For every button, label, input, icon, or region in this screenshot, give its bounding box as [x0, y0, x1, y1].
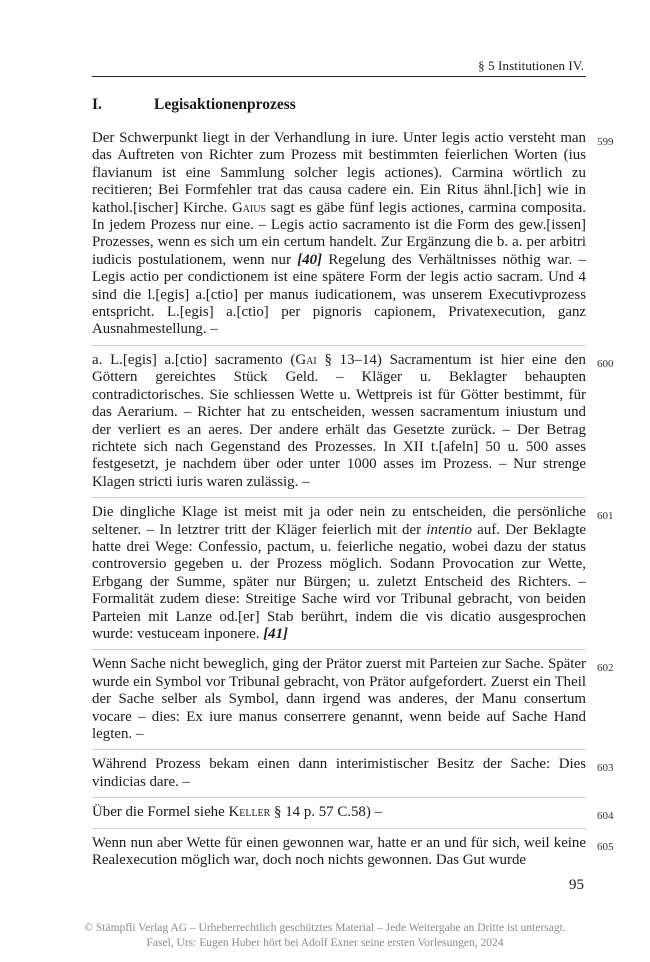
- page-number: 95: [569, 877, 584, 893]
- body-text: [92, 130, 614, 881]
- paragraph-text: a. L.[egis] a.[ctio] sacramento (: [92, 351, 296, 368]
- original-page-marker: [41]: [263, 625, 288, 642]
- margin-number: 603: [597, 762, 614, 775]
- author-name-gaius: Gaius: [231, 199, 267, 216]
- margin-number: 601: [597, 510, 614, 523]
- header-rule: [92, 76, 586, 77]
- paragraph-text: auf. Der Beklagte hatte drei Wege: Confessio, pactum, u. feierliche negatio, wobei dazu der status controversio gegeben u. der Prozess möglich. Sodann Provocation zur Wette, Erbgang der Summe, später nur Bürgen; u. zuletzt Entscheid des Richters. – Formalität zudem diese: Streitige Sache wird vor Tribunal gebracht, von beiden Parteien mit Lanze od.[er] Stab berührt, indem die vis dicatio ausgesprochen wurde: vestuceam inponere.: [92, 521, 586, 642]
- section-title: Legisaktionenprozess: [154, 96, 296, 113]
- margin-number: 605: [597, 840, 614, 853]
- copyright-footer: [0, 921, 650, 951]
- paragraph-604: [92, 804, 614, 828]
- section-number: I.: [92, 96, 102, 113]
- paragraph-text: Wenn Sache nicht beweglich, ging der Prätor zuerst mit Parteien zur Sache. Später wurde ein Symbol vor Tribunal gebracht, von Prätor aufgefordert. Zuerst ein Theil der Sache selber als Symbol, dann irgend was anderes, der Manu consertum vocare – dies: Ex iure manus conserrere genannt, wenn beide auf Sache Hand legten. –: [92, 656, 586, 742]
- paragraph-text: sagt es gäbe fünf legis actiones, carmina composita. In jedem Prozess nur eine. – Legis actio sacramento ist die Form des gew.[issen] Prozesses, wenn es sich um ein certum handelt. Zur Ergänzung die b. a. per arbitri iudicis postulationem, wenn nur: [92, 199, 586, 268]
- paragraph-603: [92, 756, 614, 798]
- footer-citation-line: Fasel, Urs: Eugen Huber hört bei Adolf Exner seine ersten Vorlesungen, 2024: [146, 937, 504, 949]
- paragraph-602: [92, 656, 614, 750]
- margin-number: 600: [597, 357, 614, 370]
- paragraph-599: [92, 130, 614, 346]
- section-heading: [92, 96, 296, 114]
- original-page-marker: [40]: [297, 251, 323, 268]
- margin-number: 602: [597, 662, 614, 675]
- paragraph-text: Der Schwerpunkt liegt in der Verhandlung in iure. Unter legis actio versteht man das Auftreten von Richter zum Prozess mit bestimmten feierlichen Worten (ius flavianum ist eine Sammlung solcher legis actiones). Carmina wörtlich zu recitieren; Bei Formfehler trat das causa cadere ein. Ein Ritus ähnl.[ich] wie in kathol.[ischer] Kirche.: [92, 130, 586, 216]
- paragraph-605: [92, 834, 614, 876]
- paragraph-text: Über die Formel siehe: [92, 804, 229, 821]
- running-head: § 5 Institutionen IV.: [478, 58, 584, 73]
- italic-term: intentio: [426, 521, 472, 538]
- paragraph-text: Während Prozess bekam einen dann interimistischer Besitz der Sache: Dies vindicias dare. –: [92, 756, 586, 790]
- margin-number: 599: [597, 136, 614, 148]
- paragraph-text: Wenn nun aber Wette für einen gewonnen war, hatte er an und für sich, weil keine Realexecution möglich war, doch noch nichts gewonnen. Das Gut wurde: [92, 834, 586, 869]
- paragraph-text: § 14 p. 57 C.58) –: [270, 804, 383, 821]
- paragraph-text: Regelung des Verhältnisses nöthig war. – Legis actio per condictionem ist eine spätere Form der legis actio sacram. Und 4 sind die l.[egis] a.[ctio] per manus iudicationem, was unserem Executivprozess entspricht. L.[egis] a.[ctio] per pignoris capionem, Privatexecution, ganz Ausnahmestellung. –: [92, 251, 586, 338]
- author-name-keller: Keller: [228, 804, 271, 821]
- paragraph-601: [92, 504, 614, 650]
- footer-copyright-line: © Stämpfli Verlag AG – Urheberrechtlich geschütztes Material – Jede Weitergabe an Dritte ist untersagt.: [84, 922, 566, 934]
- author-name-gai: Gai: [295, 351, 317, 368]
- paragraph-600: [92, 351, 614, 498]
- margin-number: 604: [597, 810, 614, 823]
- paragraph-text: Die dingliche Klage ist meist mit ja oder nein zu entscheiden, die persönliche seltener. – In letztrer tritt der Kläger feierlich mit der: [92, 504, 586, 538]
- paragraph-text: § 13–14) Sacramentum ist hier eine den Göttern gereichtes Stück Geld. – Kläger u. Beklagter behaupten contradictorisches. Sie schliessen Wette u. Wettpreis ist für Götter bestimmt, für das Aerarium. – Richter hat zu entscheiden, wessen sacramentum iniustum und der verliert es an aeres. Der andere erhält das Gesetzte zurück. – Der Betrag richtete sich nach Gegenstand des Prozesses. In XII t.[afeln] 50 u. 500 asses festgesetzt, je nachdem über oder unter 1000 asses im Prozess. – Nur strenge Klagen stricti iuris waren zulässig. –: [92, 351, 586, 490]
